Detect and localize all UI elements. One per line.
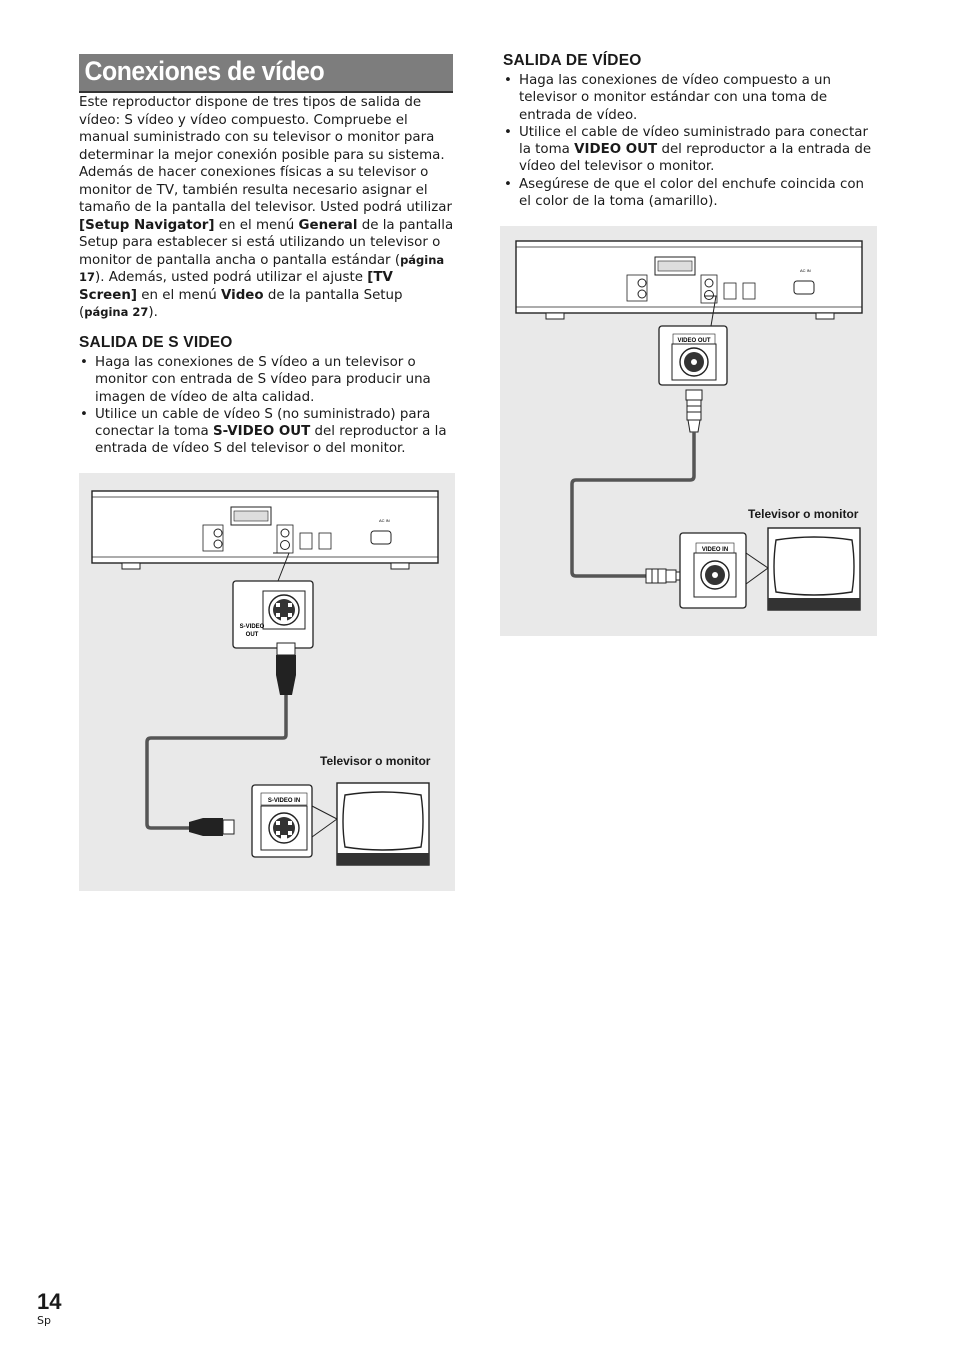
list-item: • Utilice un cable de vídeo S (no suministrado) para conectar la toma S-VIDEO OUT del reproductor a la entrada de vídeo S del televisor o del monitor. [79,406,454,458]
ac-in-label: AC IN [379,518,390,523]
video-heading: SALIDA DE VÍDEO [503,52,642,69]
list-item: • Haga las conexiones de S vídeo a un televisor o monitor con entrada de S vídeo para producir una imagen de vídeo de alta calidad. [79,354,454,406]
general-menu-ref: General [298,217,358,233]
video-bullets [503,72,877,210]
video-in-jack-panel [680,533,768,608]
video-out-label: VIDEO OUT [677,338,711,344]
list-item: • Utilice el cable de vídeo suministrado para conectar la toma VIDEO OUT del reproductor a la entrada de vídeo del televisor o monitor. [503,124,877,176]
page-title: Conexiones de vídeo [84,56,325,86]
video-out-jack-callout [659,326,727,385]
title-bar [79,54,453,93]
page-language: Sp [37,1314,51,1327]
svideo-out-jack-callout [233,581,313,648]
svideo-diagram-drawing [79,473,455,891]
video-tv-label: Televisor o monitor [748,507,859,521]
video-in-label: VIDEO IN [701,547,729,553]
page-ref-17: página 17 [79,252,445,284]
svideo-in-jack-panel [252,785,337,857]
svideo-tv-label: Televisor o monitor [320,754,431,768]
svideo-connection-diagram [79,473,455,891]
svideo-out-label: S-VIDEO [239,624,265,630]
video-connection-diagram [500,226,877,636]
tv-monitor-illustration [768,528,860,610]
svideo-bullets [79,354,454,458]
video-diagram-drawing [500,226,877,636]
video-menu-ref: Video [220,287,264,303]
list-item: • Haga las conexiones de vídeo compuesto a un televisor o monitor estándar con una toma de entrada de vídeo. [503,72,877,124]
page-ref-27: página 27 [84,305,149,319]
tv-screen-ref: [TV Screen] [79,270,393,303]
svideo-heading: SALIDA DE S VIDEO [79,334,233,351]
ac-in-label: AC IN [800,268,811,273]
svideo-out-label-2: OUT [245,632,259,638]
list-item: • Asegúrese de que el color del enchufe coincida con el color de la toma (amarillo). [503,176,877,211]
setup-navigator-ref: [Setup Navigator] [79,217,215,233]
player-rear-panel [92,491,438,569]
intro-paragraph: Este reproductor dispone de tres tipos de salida de vídeo: S vídeo y vídeo compuesto. Compruebe el manual suministrado con su televisor o monitor para determinar la mejor conexión posible para su sistema. Además de hacer conexiones físicas a su televisor o monitor de TV, también resulta necesario asignar el tamaño de la pantalla del televisor. Usted podrá utilizar [Setup Navigator] en el menú General de la pantalla Setup para establecer si está utilizando un televisor o monitor de pantalla ancha o pantalla estándar (página 17). Además, usted podrá utilizar el ajuste [TV Screen] en el menú Video de la pantalla Setup (página 27). [79,95,454,320]
player-rear-panel [516,241,862,319]
tv-monitor-illustration [337,783,429,865]
page-number: 14 [37,1289,62,1314]
svideo-in-label: S-VIDEO IN [267,798,301,804]
